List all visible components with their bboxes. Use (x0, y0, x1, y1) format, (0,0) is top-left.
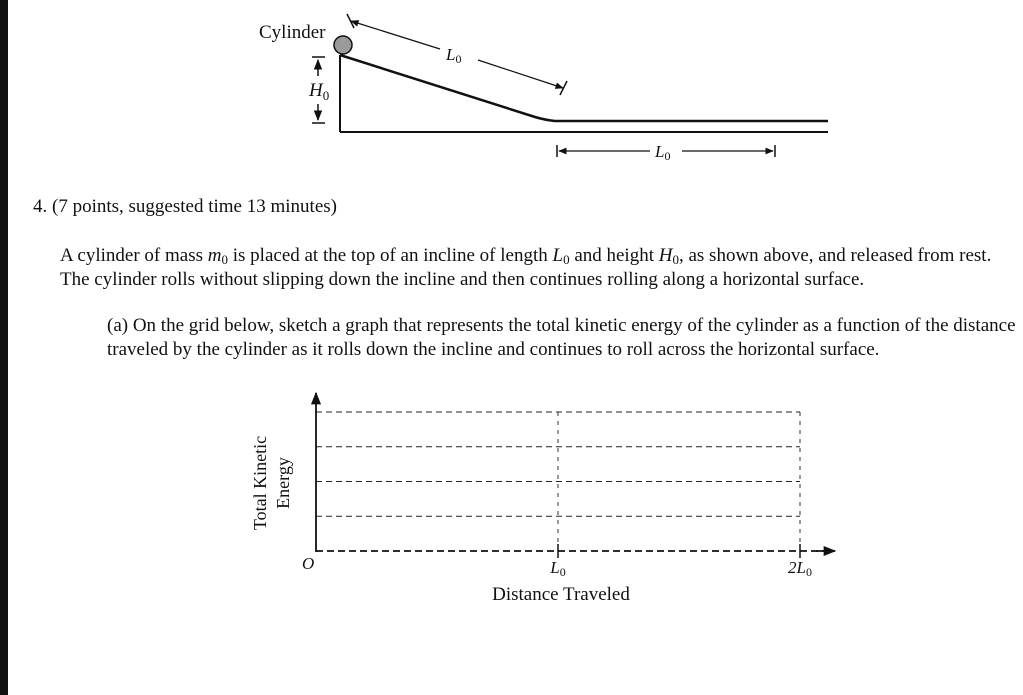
incline-surface (340, 55, 828, 121)
length-symbol: L (552, 245, 564, 266)
incline-diagram (259, 14, 828, 163)
mass-symbol: m (207, 245, 222, 266)
x-tick-group (549, 544, 812, 579)
kinetic-energy-graph[interactable] (250, 393, 835, 605)
part-a-prompt: (a) On the grid below, sketch a graph that represents the total kinetic energy of the cylinder as a function of the distance traveled by the cylinder as it rolls down the incline and continues to roll across the horizontal surface. (107, 315, 1016, 360)
incline-dim-arrow-right (478, 60, 563, 88)
incline-dim-arrow-left (351, 21, 440, 49)
x-tick-label: 2L0 (788, 558, 812, 579)
y-axis-label-line1: Total Kinetic (250, 435, 270, 531)
graph-grid (316, 412, 800, 551)
origin-label: O (302, 554, 315, 573)
horizontal-length-label: L0 (655, 142, 671, 163)
question-number: 4. (33, 196, 48, 217)
y-axis-label-line2: Energy (273, 457, 293, 509)
cylinder-label: Cylinder (259, 22, 326, 43)
height-symbol: H (658, 245, 673, 266)
incline-dim-end-tick (560, 81, 567, 95)
question-points: (7 points, suggested time 13 minutes) (52, 196, 337, 217)
x-axis-label: Distance Traveled (492, 584, 630, 605)
height-label: $H_0$ (309, 80, 330, 103)
question-intro: A cylinder of mass $m_0$ is placed at the top of an incline of length $L_0$ and height $H_0$, as shown above, and released from rest. The cylinder rolls without slipping down the incline and then continues rolling along a horizontal surface. (60, 245, 992, 290)
x-tick-label: L0 (550, 558, 566, 579)
incline-length-label: L0 (446, 45, 462, 66)
cylinder-icon (334, 36, 352, 54)
question-header (33, 196, 337, 218)
